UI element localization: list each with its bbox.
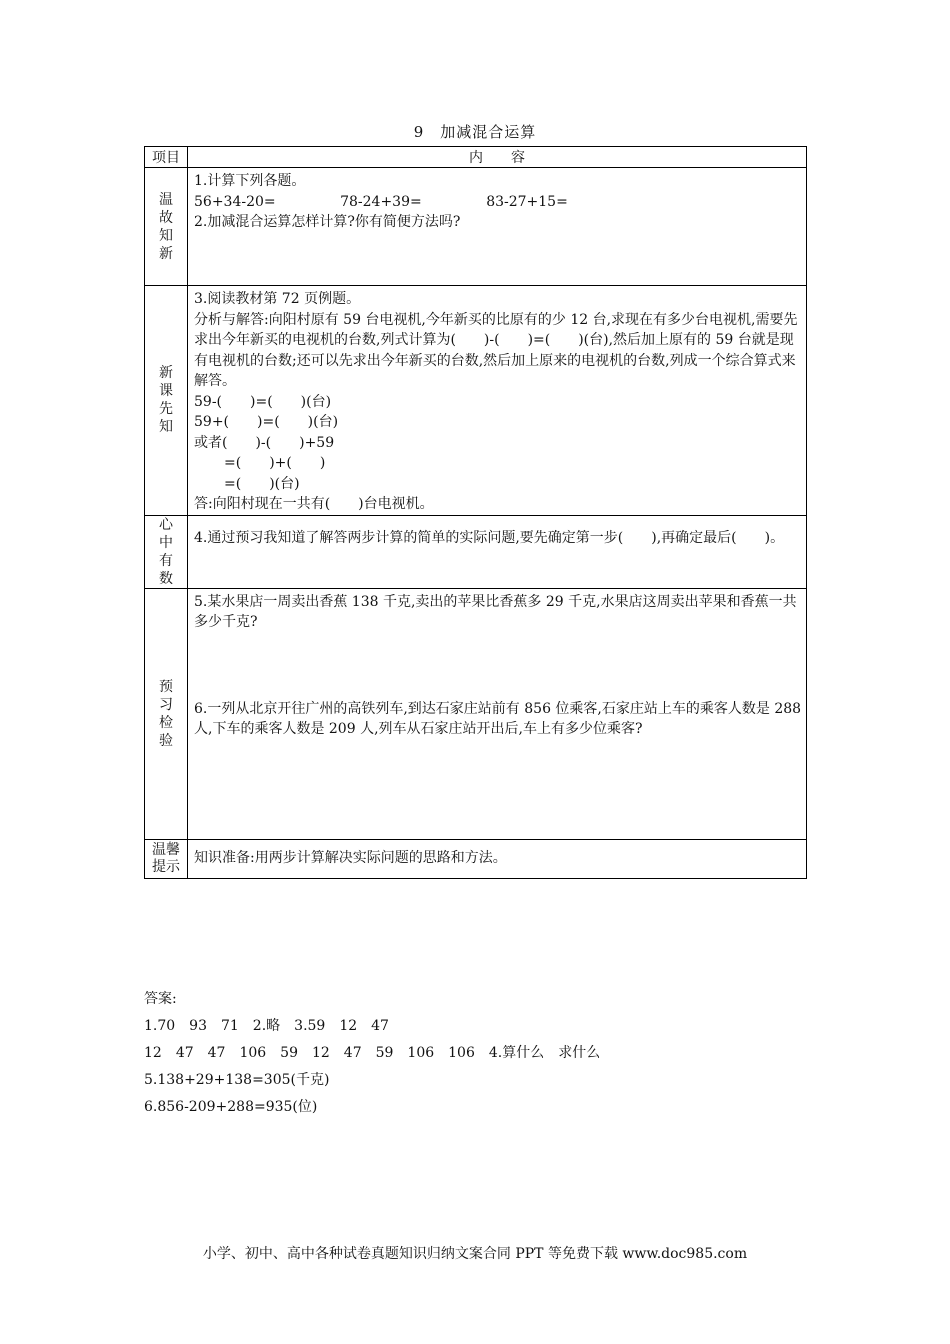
answer-section <box>144 986 600 1121</box>
table-header-row <box>145 147 807 168</box>
question-4: 4.通过预习我知道了解答两步计算的简单的实际问题,要先确定第一步( ),再确定最后( )。 <box>194 529 785 546</box>
table-row <box>145 168 807 286</box>
tip-text: 知识准备:用两步计算解决实际问题的思路和方法。 <box>194 850 507 867</box>
header-content: 内 容 <box>188 147 807 168</box>
lesson-table <box>144 146 807 879</box>
answer-line: 12 47 47 106 59 12 47 59 106 106 4.算什么 求什么 <box>144 1045 601 1061</box>
table-row <box>145 839 807 878</box>
step-line: 59-( )=( )(台) <box>194 393 332 410</box>
calc-row <box>194 192 802 213</box>
analysis-text: 分析与解答:向阳村原有 59 台电视机,今年新买的比原有的少 12 台,求现在有多少台电视机,需要先求出今年新买的电视机的台数,列式计算为( )-( )=( )(台),然后加上原有的 59 台就是现有电视机的台数;还可以先求出今年新买的台数,然后加上原来的电视机的台数,列成一个综合算式来解答。 <box>194 311 798 389</box>
section-label-mind: 心中有数 <box>145 515 188 588</box>
section-content-tips <box>188 839 807 878</box>
table-row <box>145 286 807 516</box>
section-content-review <box>188 168 807 286</box>
section-label-review: 温故知新 <box>145 168 188 286</box>
calc-2: 78-24+39= <box>340 193 422 210</box>
page-title: 9 加减混合运算 <box>413 123 537 141</box>
question-2: 2.加减混合运算怎样计算?你有简便方法吗? <box>194 214 461 230</box>
answer-line: 6.856-209+288=935(位) <box>144 1099 318 1115</box>
step-line: =( )(台) <box>224 475 300 492</box>
question-3: 3.阅读教材第 72 页例题。 <box>194 291 361 307</box>
question-1: 1.计算下列各题。 <box>194 173 306 189</box>
answer-line: 答:向阳村现在一共有( )台电视机。 <box>194 496 434 512</box>
section-content-new <box>188 286 807 516</box>
calc-1: 56+34-20= <box>194 193 276 210</box>
section-content-check <box>188 588 807 839</box>
step-line: =( )+( ) <box>224 455 326 471</box>
question-6: 6.一列从北京开往广州的高铁列车,到达石家庄站前有 856 位乘客,石家庄站上车的乘客人数是 288 人,下车的乘客人数是 209 人,列车从石家庄站开出后,车上有多少位乘客? <box>194 700 802 737</box>
question-5: 5.某水果店一周卖出香蕉 138 千克,卖出的苹果比香蕉多 29 千克,水果店这周卖出苹果和香蕉一共多少千克? <box>194 593 797 630</box>
header-item: 项目 <box>145 147 188 168</box>
step-line: 或者( )-( )+59 <box>194 434 335 451</box>
answer-line: 5.138+29+138=305(千克) <box>144 1072 330 1088</box>
table-row <box>145 588 807 839</box>
calc-3: 83-27+15= <box>486 193 568 210</box>
section-label-new: 新课先知 <box>145 286 188 516</box>
section-label-tips: 温馨提示 <box>145 839 188 878</box>
section-label-check: 预习检验 <box>145 588 188 839</box>
answer-heading: 答案: <box>144 991 177 1007</box>
table-row <box>145 515 807 588</box>
step-line: 59+( )=( )(台) <box>194 414 339 430</box>
section-content-mind <box>188 515 807 588</box>
answer-line: 1.70 93 71 2.略 3.59 12 47 <box>144 1018 389 1034</box>
footer-text: 小学、初中、高中各种试卷真题知识归纳文案合同 PPT 等免费下载 www.doc985.com <box>202 1246 748 1262</box>
